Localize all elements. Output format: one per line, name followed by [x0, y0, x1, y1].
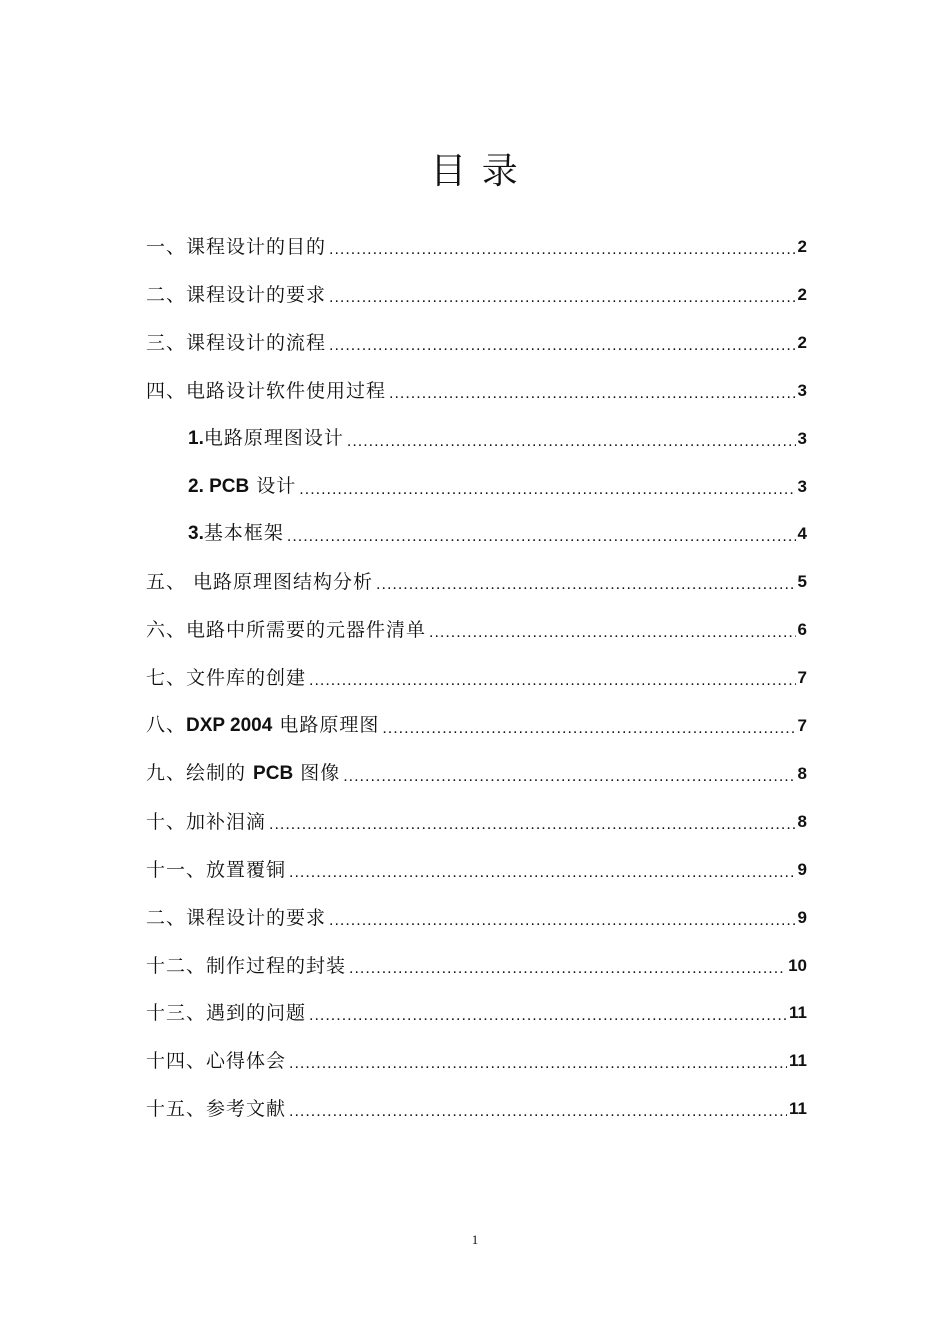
toc-entry-page: 7 — [797, 716, 807, 735]
toc-entry[interactable] — [188, 472, 807, 502]
toc-entry[interactable] — [146, 855, 807, 885]
toc-entry[interactable] — [146, 328, 807, 358]
toc-entry-page: 11 — [789, 1099, 807, 1119]
toc-entry-page: 8 — [797, 763, 807, 783]
toc-dot-leader — [289, 1094, 787, 1124]
toc-dot-leader — [429, 615, 796, 645]
toc-entry-page: 3 — [797, 476, 807, 496]
toc-dot-leader — [376, 567, 795, 597]
toc-entry-label — [146, 280, 329, 310]
toc-entry-label-part: 十五、参考文献 — [146, 1098, 287, 1121]
toc-entry[interactable] — [146, 998, 807, 1028]
toc-dot-leader — [389, 376, 796, 406]
toc-entry-label — [146, 232, 329, 262]
toc-entry-label — [188, 518, 287, 549]
toc-entry-label-part: 四、电路设计软件使用过程 — [146, 379, 387, 402]
toc-entry[interactable] — [146, 280, 807, 310]
toc-entry-label-part: 2. PCB — [188, 475, 250, 497]
toc-entry[interactable] — [146, 759, 807, 789]
toc-entry-label — [188, 423, 347, 454]
toc-dot-leader — [287, 519, 796, 549]
toc-entry-label — [146, 951, 349, 981]
toc-dot-leader — [347, 424, 796, 454]
toc-entry-label — [146, 998, 309, 1028]
toc-entry-label-part: 基本框架 — [203, 522, 284, 545]
toc-entry-label-part: DXP 2004 — [186, 715, 273, 736]
toc-dot-leader — [382, 711, 795, 741]
toc-entry-label — [146, 615, 429, 645]
toc-entry-label-part: 八、 — [146, 714, 187, 736]
toc-entry-page: 9 — [797, 859, 807, 879]
toc-entry[interactable] — [146, 376, 807, 406]
toc-entry[interactable] — [146, 232, 807, 262]
toc-entry-label-part: 设计 — [249, 474, 297, 497]
toc-entry-page: 2 — [797, 332, 807, 352]
toc-dot-leader — [289, 855, 796, 885]
toc-entry-label-part: 六、电路中所需要的元器件清单 — [146, 619, 427, 642]
toc-entry-label-part: 五、 电路原理图结构分析 — [146, 571, 374, 594]
toc-entry-label-part: 十一、放置覆铜 — [146, 858, 287, 881]
toc-entry-page: 8 — [797, 811, 807, 831]
toc-dot-leader — [343, 759, 795, 789]
toc-entry-page: 11 — [789, 1051, 807, 1071]
toc-entry-label-part: 三、课程设计的流程 — [146, 331, 327, 354]
toc-entry-label — [146, 1094, 289, 1124]
toc-entry-page: 3 — [797, 380, 807, 400]
toc-dot-leader — [299, 472, 795, 502]
toc-dot-leader — [329, 903, 796, 933]
toc-entry-label-part: 十、加补泪滴 — [146, 810, 267, 833]
toc-dot-leader — [289, 1046, 787, 1076]
toc-entry-label — [146, 376, 389, 406]
toc-entry-label-part: 电路原理图设计 — [203, 426, 344, 449]
toc-entry-label-part: 电路原理图 — [272, 714, 380, 736]
toc-dot-leader — [309, 998, 787, 1028]
page-title: 目 录 — [430, 151, 520, 192]
toc-dot-leader — [329, 280, 796, 310]
toc-entry-label-part: 3. — [188, 523, 204, 545]
toc-entry-page: 4 — [797, 524, 807, 544]
toc-entry[interactable] — [146, 615, 807, 645]
toc-entry-label — [146, 855, 289, 885]
toc-entry-label — [146, 903, 329, 933]
toc-dot-leader — [329, 328, 796, 358]
toc-entry[interactable] — [146, 711, 807, 741]
toc-entry-page: 3 — [797, 428, 807, 448]
toc-entry-page: 10 — [788, 955, 807, 975]
toc-entry-label — [146, 328, 329, 358]
toc-entry-label-part: 十二、制作过程的封装 — [146, 954, 347, 977]
toc-dot-leader — [269, 807, 796, 837]
toc-entry-page: 11 — [789, 1003, 807, 1023]
toc-entry[interactable] — [146, 663, 807, 693]
toc-dot-leader — [349, 951, 786, 981]
toc-entry-label — [146, 807, 269, 837]
toc-entry[interactable] — [146, 807, 807, 837]
toc-entry-label-part: 二、课程设计的要求 — [146, 906, 327, 929]
toc-entry-page: 2 — [797, 284, 807, 304]
toc-entry[interactable] — [146, 903, 807, 933]
toc-entry-page: 6 — [797, 620, 807, 640]
toc-entry[interactable] — [146, 1046, 807, 1076]
toc-entry-label-part: PCB — [253, 762, 294, 784]
toc-entry-label-part: 图像 — [293, 761, 341, 784]
toc-entry-label-part: 一、课程设计的目的 — [146, 236, 327, 258]
toc-entry[interactable] — [146, 567, 807, 597]
toc-entry-label-part: 十三、遇到的问题 — [146, 1002, 307, 1025]
toc-entry-label — [146, 710, 382, 741]
toc-entry-label — [146, 663, 309, 693]
toc-entry-label — [146, 567, 376, 597]
page-number: 1 — [471, 1232, 479, 1247]
toc-entry-page: 5 — [797, 572, 807, 592]
toc-entry-label — [146, 1046, 289, 1076]
toc-entry[interactable] — [146, 1094, 807, 1124]
toc-entry-label-part: 九、绘制的 — [146, 761, 254, 784]
toc-entry-page: 2 — [797, 237, 807, 256]
toc-entry-page: 7 — [797, 668, 807, 688]
toc-entry[interactable] — [146, 951, 807, 981]
toc-entry-label — [146, 758, 343, 789]
toc-entry-page: 9 — [797, 907, 807, 927]
toc-entry[interactable] — [188, 424, 807, 454]
toc-dot-leader — [309, 663, 796, 693]
toc-entry-label-part: 二、课程设计的要求 — [146, 283, 327, 306]
toc-entry-label-part: 1. — [188, 427, 204, 449]
toc-entry-label-part: 十四、心得体会 — [146, 1050, 287, 1073]
toc-entry-label-part: 七、文件库的创建 — [146, 667, 307, 690]
toc-entry[interactable] — [188, 519, 807, 549]
toc-entry-label — [188, 471, 299, 502]
toc-dot-leader — [329, 232, 796, 262]
